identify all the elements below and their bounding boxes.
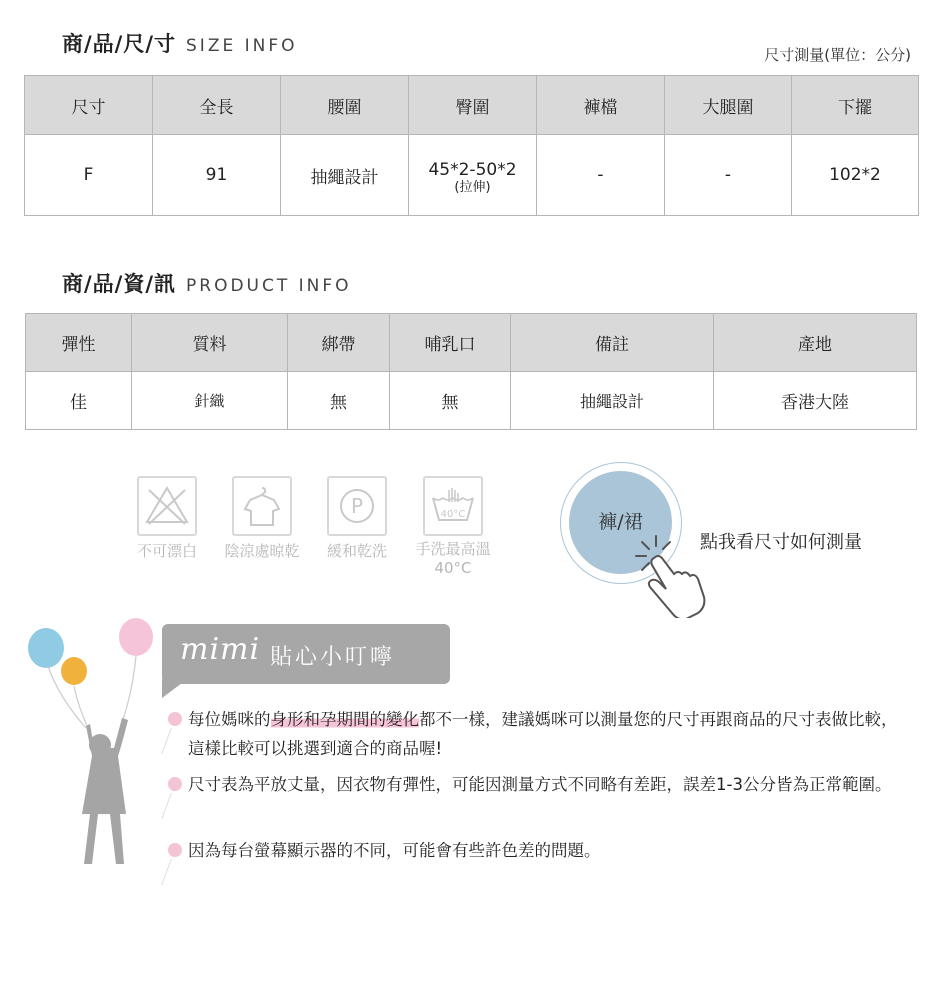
size-section-title	[62, 28, 298, 58]
hip-note: (拉伸)	[454, 180, 491, 195]
size-header-cell: 下擺	[792, 76, 919, 135]
product-table-row	[26, 372, 917, 430]
size-cell-hip	[409, 135, 537, 216]
tip-1-pre: 每位媽咪的	[188, 710, 271, 729]
product-header-cell: 綁帶	[288, 314, 390, 372]
care-hang-dry	[214, 476, 310, 561]
size-cell: F	[25, 135, 153, 216]
hand-wash-icon	[423, 476, 483, 536]
tip-item-3: 因為每台螢幕顯示器的不同，可能會有些許色差的問題。	[188, 841, 601, 860]
girl-balloons-illustration	[20, 618, 170, 888]
size-cell: -	[537, 135, 665, 216]
unit-note: 尺寸測量(單位：公分)	[764, 46, 911, 64]
product-subtitle: PRODUCT INFO	[186, 276, 352, 296]
care-no-bleach	[126, 476, 208, 561]
svg-text:P: P	[350, 494, 364, 518]
care-dry-clean	[318, 476, 396, 561]
tip-item-1	[188, 705, 908, 763]
product-section-title	[62, 268, 352, 298]
size-header-cell: 臀圍	[409, 76, 537, 135]
size-header-cell: 腰圍	[281, 76, 409, 135]
product-header-cell: 哺乳口	[390, 314, 511, 372]
tip-item-2: 尺寸表為平放丈量，因衣物有彈性，可能因測量方式不同略有差距，誤差1-3公分皆為正常範圍。	[188, 775, 892, 794]
product-cell: 佳	[26, 372, 132, 430]
product-table	[25, 313, 917, 430]
tips-banner	[162, 624, 450, 684]
product-cell: 針織	[132, 372, 288, 430]
product-title-text: 商/品/資/訊	[62, 272, 177, 296]
care-label: 陰涼處晾乾	[224, 542, 300, 560]
product-cell: 無	[390, 372, 511, 430]
balloon-pink	[119, 618, 153, 656]
size-title-text: 商/品/尺/寸	[62, 32, 177, 56]
product-header-cell: 彈性	[26, 314, 132, 372]
size-table-header-row	[25, 76, 919, 135]
balloon-blue	[28, 628, 64, 668]
product-cell: 無	[288, 372, 390, 430]
measure-circle-label[interactable]: 褲/裙	[598, 511, 643, 533]
size-header-cell: 全長	[153, 76, 281, 135]
size-table-row	[25, 135, 919, 216]
product-header-cell: 產地	[714, 314, 917, 372]
tips-title: 貼心小叮嚀	[270, 645, 396, 670]
product-table-header-row	[26, 314, 917, 372]
product-header-cell: 質料	[132, 314, 288, 372]
tips-banner-tail	[162, 680, 186, 698]
hand-wash-temp: 40°C	[440, 509, 466, 520]
product-cell: 香港大陸	[714, 372, 917, 430]
dry-clean-p-icon	[327, 476, 387, 536]
tip-bullet	[168, 843, 182, 857]
no-bleach-icon	[137, 476, 197, 536]
product-cell: 抽繩設計	[511, 372, 714, 430]
care-label: 不可漂白	[136, 542, 197, 560]
tips-brand: mimi	[180, 632, 261, 667]
size-table	[24, 75, 919, 216]
size-subtitle: SIZE INFO	[186, 36, 298, 56]
tip-bullet	[168, 712, 182, 726]
size-cell: 抽繩設計	[281, 135, 409, 216]
product-header-cell: 備註	[511, 314, 714, 372]
care-label-2: 40°C	[434, 559, 472, 577]
care-hand-wash	[408, 476, 498, 578]
measure-link-text[interactable]: 點我看尺寸如何測量	[700, 532, 862, 553]
hang-dry-icon	[232, 476, 292, 536]
size-cell: 91	[153, 135, 281, 216]
tip-bullet	[168, 777, 182, 791]
size-header-cell: 尺寸	[25, 76, 153, 135]
tip-1-highlight: 身形和孕期間的變化	[270, 710, 419, 729]
size-cell: -	[665, 135, 792, 216]
size-header-cell: 褲檔	[537, 76, 665, 135]
balloon-orange	[61, 657, 87, 685]
hip-value: 45*2-50*2	[428, 160, 517, 180]
care-label: 手洗最高溫	[415, 540, 491, 558]
size-header-cell: 大腿圍	[665, 76, 792, 135]
size-cell: 102*2	[792, 135, 919, 216]
care-label: 緩和乾洗	[326, 542, 387, 560]
tip-1-post: 都不一樣，建議媽咪可以測量您的尺寸再跟商品的尺寸表做比較，這樣比較可以挑選到適合的商品喔!	[188, 710, 898, 758]
